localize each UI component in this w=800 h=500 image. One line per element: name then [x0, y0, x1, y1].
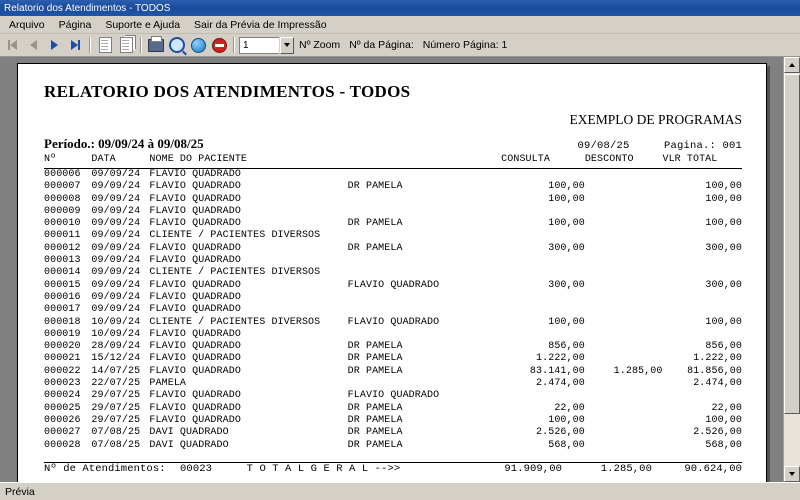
cell-total: 81.856,00: [687, 365, 742, 377]
page-number-value: Número Página: 1: [422, 39, 508, 51]
cell-consulta: 1.222,00: [536, 353, 585, 365]
count-value: 00023: [180, 462, 213, 475]
print-button[interactable]: [146, 36, 166, 55]
printer-icon: [148, 39, 164, 52]
report-date: 09/08/25: [577, 140, 630, 152]
cell-desconto: [585, 353, 663, 365]
cell-num: 000013: [44, 255, 81, 267]
cell-medico: [348, 169, 501, 181]
table-row: [44, 206, 742, 218]
cell-num: 000014: [44, 267, 81, 279]
toolbar-separator: [89, 37, 91, 53]
report-page: [17, 63, 767, 482]
cell-nome: FLAVIO QUADRADO: [149, 279, 241, 291]
cell-desconto: [585, 280, 663, 292]
cell-total: [662, 390, 742, 402]
cell-data: 07/08/25: [91, 427, 141, 439]
cell-consulta: 100,00: [548, 218, 585, 230]
cell-consulta: 100,00: [548, 414, 585, 426]
col-data: DATA: [91, 154, 116, 165]
table-row: [44, 218, 742, 230]
previous-page-icon: [30, 40, 37, 50]
cell-medico: [348, 267, 501, 279]
cell-data: 09/09/24: [91, 304, 141, 316]
cell-num: 000017: [44, 304, 81, 316]
cell-num: 000009: [44, 205, 81, 217]
table-row: [44, 194, 742, 206]
cell-nome: FLAVIO QUADRADO: [149, 414, 241, 426]
next-page-button[interactable]: [44, 36, 64, 55]
cell-desconto: [585, 194, 663, 206]
cell-desconto: [585, 390, 663, 402]
table-row: [44, 353, 742, 365]
cell-data: 09/09/24: [91, 169, 141, 180]
cell-num: 000025: [44, 402, 81, 414]
status-bar: [0, 482, 800, 500]
report-table: [44, 152, 742, 452]
table-row: [44, 292, 742, 304]
cell-consulta: 2.526,00: [536, 427, 585, 439]
col-desconto: DESCONTO: [584, 154, 634, 165]
multi-page-button[interactable]: [116, 36, 136, 55]
cell-medico: DR PAMELA: [347, 242, 403, 254]
cell-desconto: [585, 267, 663, 279]
cell-nome: FLAVIO QUADRADO: [149, 365, 241, 377]
cell-nome: FLAVIO QUADRADO: [149, 353, 241, 365]
cell-num: 000021: [44, 353, 81, 365]
report-period: Período.: 09/09/24 à 09/08/25: [44, 136, 204, 151]
cell-desconto: [585, 440, 663, 452]
col-consulta: CONSULTA: [501, 154, 550, 165]
single-page-button[interactable]: [95, 36, 115, 55]
cell-consulta: [501, 255, 585, 267]
cell-desconto: [585, 230, 663, 242]
export-web-button[interactable]: [188, 36, 208, 55]
cell-data: 09/09/24: [91, 279, 141, 291]
cell-nome: FLAVIO QUADRADO: [149, 169, 241, 180]
cell-num: 000020: [44, 341, 81, 353]
col-nome: NOME DO PACIENTE: [149, 154, 248, 165]
cell-desconto: [585, 329, 663, 341]
cell-consulta: [501, 267, 585, 279]
cell-data: 09/09/24: [91, 230, 141, 242]
cell-total: [662, 267, 742, 279]
cell-data: 09/09/24: [91, 267, 141, 279]
cell-consulta: 568,00: [548, 439, 585, 451]
cell-consulta: [501, 169, 585, 181]
globe-icon: [191, 38, 206, 53]
cell-data: 10/09/24: [91, 316, 141, 328]
menu-suporte-ajuda[interactable]: Suporte e Ajuda: [105, 18, 181, 31]
cell-desconto: [585, 403, 663, 415]
cell-data: 09/09/24: [91, 218, 141, 230]
cell-consulta: 300,00: [548, 279, 585, 291]
cell-num: 000027: [44, 427, 81, 439]
total-consulta: 91.909,00: [504, 462, 562, 475]
table-row: [44, 304, 742, 316]
cell-num: 000016: [44, 291, 81, 303]
cell-medico: FLAVIO QUADRADO: [347, 390, 440, 402]
cell-total: 300,00: [705, 279, 742, 291]
cell-total: 100,00: [705, 193, 742, 205]
cell-consulta: 100,00: [548, 181, 585, 193]
cell-data: 09/09/24: [91, 255, 141, 267]
table-row: [44, 427, 742, 439]
cell-num: 000008: [44, 193, 81, 205]
cell-desconto: [585, 415, 663, 427]
cell-medico: [348, 206, 501, 218]
scroll-thumb[interactable]: [784, 74, 800, 414]
cell-num: 000024: [44, 390, 81, 402]
menu-pagina[interactable]: Página: [58, 18, 92, 31]
report-document: [18, 64, 766, 475]
title-bar: [0, 0, 800, 16]
toolbar-separator-3: [233, 37, 235, 53]
cell-total: 100,00: [705, 414, 742, 426]
cell-medico: [348, 292, 501, 304]
cell-nome: FLAVIO QUADRADO: [149, 193, 241, 205]
previous-page-button[interactable]: [23, 36, 43, 55]
cell-medico: DR PAMELA: [347, 402, 403, 414]
cell-consulta: 300,00: [548, 242, 585, 254]
zoom-dropdown-button[interactable]: [280, 37, 294, 54]
toolbar-separator-2: [140, 37, 142, 53]
cell-num: 000006: [44, 169, 81, 180]
cell-medico: DR PAMELA: [347, 341, 403, 353]
cell-total: [662, 230, 742, 242]
cell-data: 29/07/25: [91, 414, 141, 426]
cell-num: 000026: [44, 414, 81, 426]
cell-num: 000012: [44, 242, 81, 254]
cell-consulta: 100,00: [548, 316, 585, 328]
cancel-button[interactable]: [209, 36, 229, 55]
cell-desconto: [585, 317, 663, 329]
cell-total: 100,00: [705, 316, 742, 328]
cell-data: 09/09/24: [91, 291, 141, 303]
cell-nome: FLAVIO QUADRADO: [149, 291, 241, 303]
menu-bar: [0, 16, 800, 34]
table-row: [44, 378, 742, 390]
report-table-body: [44, 169, 742, 452]
cell-num: 000011: [44, 230, 81, 242]
cell-num: 000019: [44, 328, 81, 340]
cell-medico: DR PAMELA: [347, 427, 403, 439]
table-row: [44, 390, 742, 402]
cell-data: 15/12/24: [91, 353, 141, 365]
cell-consulta: [501, 390, 585, 402]
zoom-label: Nº Zoom: [299, 39, 341, 51]
status-text: Prévia: [5, 485, 35, 498]
cell-consulta: 22,00: [554, 402, 585, 414]
page-icon: [99, 37, 112, 53]
cell-desconto: 1.285,00: [613, 365, 663, 377]
report-title: RELATORIO DOS ATENDIMENTOS - TODOS: [44, 82, 411, 101]
total-label: T O T A L G E R A L -->>: [246, 462, 401, 475]
cell-nome: FLAVIO QUADRADO: [149, 205, 241, 217]
cell-data: 10/09/24: [91, 328, 141, 340]
preview-area: [0, 57, 800, 482]
report-subtitle: EXEMPLO DE PROGRAMAS: [569, 112, 742, 127]
chevron-up-icon: [789, 63, 795, 67]
cell-total: 100,00: [705, 181, 742, 193]
cell-total: [662, 169, 742, 181]
cell-medico: DR PAMELA: [347, 218, 403, 230]
cell-total: [662, 206, 742, 218]
cell-data: 09/09/24: [91, 193, 141, 205]
cell-nome: FLAVIO QUADRADO: [149, 242, 241, 254]
table-row: [44, 255, 742, 267]
cell-medico: FLAVIO QUADRADO: [347, 316, 440, 328]
cell-total: [662, 304, 742, 316]
count-label-cell: [44, 463, 219, 475]
window-title: Relatorio dos Atendimentos - TODOS: [4, 2, 171, 14]
page-number-label: Nº da Página:: [349, 39, 414, 51]
report-page-number: Pagina.: 001: [663, 140, 742, 152]
cell-data: 29/07/25: [91, 390, 141, 402]
cell-data: 09/09/24: [91, 205, 141, 217]
cell-nome: DAVI QUADRADO: [149, 439, 229, 451]
cell-total: 22,00: [711, 402, 742, 414]
cell-consulta: 856,00: [548, 341, 585, 353]
table-row: [44, 329, 742, 341]
cell-nome: FLAVIO QUADRADO: [149, 328, 241, 340]
next-page-icon: [51, 40, 58, 50]
col-medico: [348, 152, 501, 168]
cell-data: 09/09/24: [91, 181, 141, 193]
cell-desconto: [585, 427, 663, 439]
cell-desconto: [585, 341, 663, 353]
toolbar: [0, 34, 800, 57]
cell-num: 000018: [44, 316, 81, 328]
table-row: [44, 280, 742, 292]
last-page-icon: [71, 40, 78, 50]
chevron-down-icon-scroll: [789, 472, 795, 476]
cell-consulta: 2.474,00: [536, 378, 585, 390]
table-header-row: [44, 152, 742, 168]
cell-num: 000023: [44, 378, 81, 390]
cell-total: 2.526,00: [693, 427, 742, 439]
col-total: VLR TOTAL: [662, 154, 718, 165]
cell-desconto: [585, 292, 663, 304]
magnifier-icon: [169, 37, 185, 53]
table-row: [44, 317, 742, 329]
cell-nome: PAMELA: [149, 378, 187, 390]
total-desconto: 1.285,00: [600, 462, 652, 475]
cell-medico: [348, 230, 501, 242]
scroll-down-button[interactable]: [784, 466, 800, 482]
menu-arquivo[interactable]: Arquivo: [9, 18, 45, 31]
count-label: Nº de Atendimentos:: [44, 462, 166, 475]
vertical-scrollbar[interactable]: [783, 57, 800, 482]
cell-consulta: [501, 292, 585, 304]
table-row: [44, 415, 742, 427]
cell-medico: DR PAMELA: [347, 365, 403, 377]
cell-total: 568,00: [705, 439, 742, 451]
cell-data: 29/07/25: [91, 402, 141, 414]
totals-row: [44, 463, 742, 475]
cell-total: 856,00: [705, 341, 742, 353]
cell-nome: CLIENTE / PACIENTES DIVERSOS: [149, 230, 321, 242]
cell-medico: [348, 378, 501, 390]
cell-consulta: [501, 329, 585, 341]
zoom-button[interactable]: [167, 36, 187, 55]
report-meta: [577, 140, 742, 152]
cell-medico: [348, 329, 501, 341]
cell-medico: DR PAMELA: [347, 439, 403, 451]
zoom-input[interactable]: 1: [239, 37, 279, 54]
cell-consulta: [501, 206, 585, 218]
cell-nome: FLAVIO QUADRADO: [149, 402, 241, 414]
cell-consulta: [501, 304, 585, 316]
cell-consulta: 100,00: [548, 193, 585, 205]
cell-num: 000015: [44, 279, 81, 291]
table-row: [44, 267, 742, 279]
cell-data: 28/09/24: [91, 341, 141, 353]
cell-desconto: [585, 378, 663, 390]
table-row: [44, 403, 742, 415]
cell-nome: CLIENTE / PACIENTES DIVERSOS: [149, 316, 321, 328]
table-row: [44, 169, 742, 181]
table-row: [44, 181, 742, 193]
cell-consulta: [501, 230, 585, 242]
cell-medico: DR PAMELA: [347, 353, 403, 365]
cell-desconto: [585, 243, 663, 255]
stop-icon: [212, 38, 227, 53]
cell-num: 000028: [44, 439, 81, 451]
report-period-row: [44, 136, 742, 152]
cell-nome: FLAVIO QUADRADO: [149, 390, 241, 402]
cell-medico: [348, 194, 501, 206]
cell-num: 000010: [44, 218, 81, 230]
cell-nome: FLAVIO QUADRADO: [149, 304, 241, 316]
cell-desconto: [585, 304, 663, 316]
cell-nome: FLAVIO QUADRADO: [149, 255, 241, 267]
cell-medico: FLAVIO QUADRADO: [347, 279, 440, 291]
menu-sair-previa[interactable]: Sair da Prévia de Impressão: [194, 18, 327, 31]
cell-desconto: [585, 218, 663, 230]
cell-desconto: [585, 206, 663, 218]
table-row: [44, 366, 742, 378]
cell-total: [662, 292, 742, 304]
cell-medico: DR PAMELA: [347, 414, 403, 426]
cell-desconto: [585, 181, 663, 193]
table-row: [44, 440, 742, 452]
cell-num: 000007: [44, 181, 81, 193]
report-table-head: [44, 152, 742, 169]
scroll-up-button[interactable]: [784, 57, 800, 73]
table-row: [44, 230, 742, 242]
cell-nome: FLAVIO QUADRADO: [149, 341, 241, 353]
cell-desconto: [585, 169, 663, 181]
cell-total: [662, 255, 742, 267]
chevron-down-icon: [284, 43, 290, 47]
cell-num: 000022: [44, 365, 81, 377]
cell-desconto: [585, 255, 663, 267]
cell-total: 2.474,00: [693, 378, 742, 390]
cell-total: 100,00: [705, 218, 742, 230]
table-row: [44, 243, 742, 255]
cell-medico: DR PAMELA: [347, 181, 403, 193]
cell-medico: [348, 255, 501, 267]
cell-data: 14/07/25: [91, 365, 141, 377]
total-geral: 90.624,00: [684, 462, 742, 475]
col-num: Nº: [44, 154, 57, 165]
cell-data: 22/07/25: [91, 378, 141, 390]
cell-nome: DAVI QUADRADO: [149, 427, 229, 439]
cell-consulta: 83.141,00: [529, 365, 585, 377]
cell-data: 09/09/24: [91, 242, 141, 254]
cell-total: 300,00: [705, 242, 742, 254]
last-page-button[interactable]: [65, 36, 85, 55]
cell-data: 07/08/25: [91, 439, 141, 451]
cell-nome: CLIENTE / PACIENTES DIVERSOS: [149, 267, 321, 279]
cell-total: [662, 329, 742, 341]
report-footer-table: [44, 463, 742, 475]
table-row: [44, 341, 742, 353]
cell-nome: FLAVIO QUADRADO: [149, 218, 241, 230]
first-page-button[interactable]: [2, 36, 22, 55]
cell-medico: [348, 304, 501, 316]
cell-total: 1.222,00: [693, 353, 742, 365]
cell-nome: FLAVIO QUADRADO: [149, 181, 241, 193]
pages-icon: [120, 37, 133, 53]
